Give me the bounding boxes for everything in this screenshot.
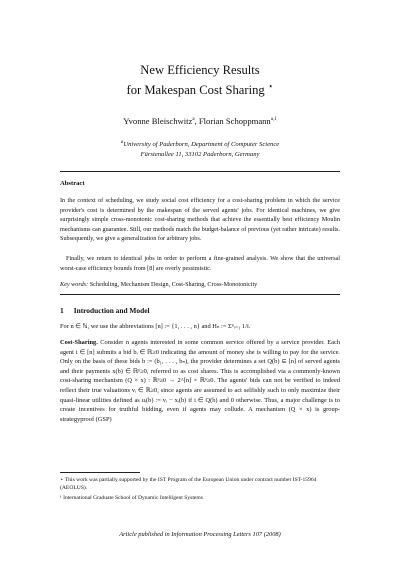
title-line-1: New Efficiency Results [140,63,260,77]
author-list [0,116,400,126]
keywords [60,281,340,288]
footnote-2: ¹ International Graduate School of Dynamic Intelligent Systems [60,495,203,501]
abstract-paragraph-2: Finally, we return to identical jobs in order to perform a fine-grained analysis. We show that the universal worst-case efficiency bounds from [8] are overly pessimistic. [60,255,340,272]
publication-note: Article published in Information Processing Letters 107 (2008) [119,531,281,538]
paper-title [0,62,400,98]
body-paragraph-1: For n ∈ ℕ, we use the abbreviations [n] := {1, . . . , n} and Hₙ := Σⁿᵢ₌₁ 1/i. [60,323,251,330]
body-paragraph-2-text: Consider n agents interested in some common service offered by a service provider. Each agent i ∈ [n] submits a bid bᵢ ∈ ℝ≥0 indicating the amount of money she is willing to pay for the service. Only on the basis of these bids b := (b₁, . . . , bₙ), the provider determines a set Q(b) ⊆ [n] of served agents and their payments x(b) ∈ ℝⁿ≥0, referred to as cost shares. This is accomplished via a commonly-known cost-sharing mechanism (Q × x) : ℝⁿ≥0 → 2^[n] × ℝⁿ≥0. The agents' bids can not be verified to indeed reflect their true valuations vᵢ ∈ ℝ≥0, since agents are assumed to act selfishly such to only maximize their quasi-linear utilities defined as uᵢ(b) := vᵢ − xᵢ(b) if i ∈ Q(b) and 0 otherwise. Thus, a major challenge is to create incentives for truthful bidding, even if agents may collude. A mechanism (Q × x) is group-strategyproof (GSP) [60,339,340,423]
affiliation-line-2: Fürstenallee 11, 33102 Paderborn, Germany [140,151,260,159]
abstract-paragraph-1: In the context of scheduling, we study social cost efficiency for a cost-sharing problem in which the service provider's cost is determined by the makespan of the served agents' jobs. For identical machines, we give surprisingly simple cross-monotonic cost-sharing methods that achieve the essentially best efficiency Moulin mechanisms can guarantee. Still, our methods match the budget-balance of previous (yet rather intricate) results. Subsequently, we give a generalization for arbitrary jobs. [60,197,340,243]
footnote-1: ⋆ This work was partially supported by the IST Program of the European Union under contract number IST-15964 (AEOLUS). [60,477,317,492]
body-paragraph-2 [60,338,340,424]
title-footnote-mark: ⋆ [267,81,274,91]
cost-sharing-lead: Cost-Sharing. [60,339,98,346]
affiliation-line-1-text: University of Paderborn, Department of Computer Science [123,141,280,149]
abstract-bottom-rule [60,294,340,295]
section-number: 1 [60,306,64,315]
affiliation-line-1 [0,138,400,150]
author-1: Yvonne Bleischwitz [123,116,193,126]
footnote-rule [60,472,140,473]
abstract-top-rule [60,171,340,172]
affiliation [0,138,400,160]
title-line-2-text: for Makespan Cost Sharing [126,83,265,98]
keywords-label: Key words: [60,281,89,288]
author-1-affil-mark: a [192,117,195,123]
affiliation-mark: a [120,140,124,145]
author-2: , Florian Schoppmann [194,116,271,126]
keywords-text: Scheduling, Mechanism Design, Cost-Sharing, Cross-Monotonicity [89,281,258,288]
section-title: Introduction and Model [73,306,150,315]
section-heading [60,306,160,315]
abstract-heading: Abstract [60,180,85,187]
title-line-2 [0,78,400,98]
author-2-affil-mark: a,1 [270,117,277,123]
